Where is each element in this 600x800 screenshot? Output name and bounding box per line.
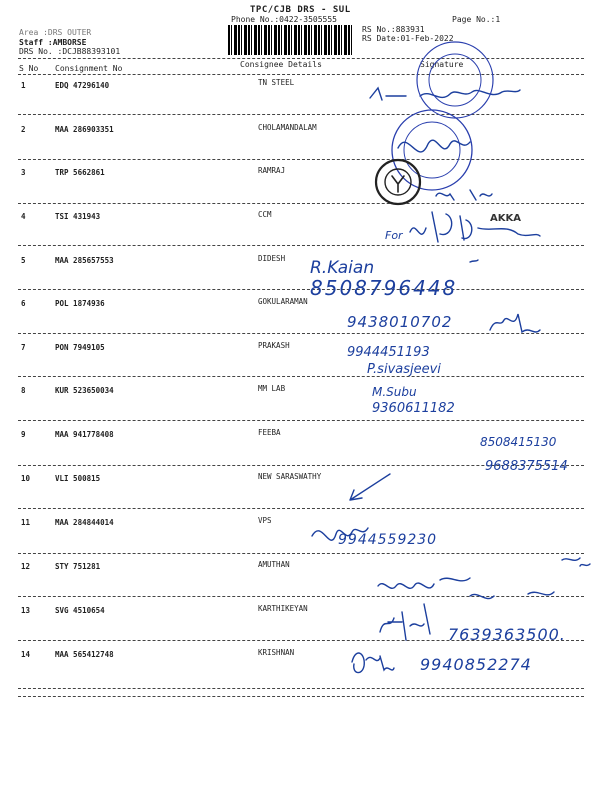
stamp-top-right	[417, 42, 493, 118]
row-consignment: EDQ 47296140	[55, 81, 110, 90]
handwriting-row14-phone: 9940852274	[420, 655, 532, 674]
row-consignment: SVG 4510654	[55, 606, 105, 615]
handwriting-row10-phone: 9688375514	[485, 459, 568, 474]
phone-number: Phone No.:0422-3505555	[231, 15, 337, 24]
row-consignment: POL 1874936	[55, 299, 105, 308]
handwriting-row6-phone: 9438010702	[347, 313, 453, 331]
rs-number: RS No.:883931	[362, 25, 425, 34]
handwriting-row13-phone: 7639363500.	[448, 625, 566, 644]
signature-row-1	[370, 88, 520, 100]
stamp-row-3	[376, 160, 420, 204]
row-consignee: RAMRAJ	[258, 166, 286, 175]
row-sno: 2	[21, 125, 26, 134]
row-consignee: CCM	[258, 210, 272, 219]
row-sno: 10	[21, 474, 31, 483]
row-consignment: TSI 431943	[55, 212, 101, 221]
row-sno: 12	[21, 562, 31, 571]
row-consignment: MAA 284844014	[55, 518, 114, 527]
row-consignment: MAA 565412748	[55, 650, 114, 659]
row-consignee: VPS	[258, 516, 272, 525]
row-consignee: CHOLAMANDALAM	[258, 123, 317, 132]
row-consignment: TRP 5662861	[55, 168, 105, 177]
row-sno: 7	[21, 343, 26, 352]
handwriting-row7-name: P.sivasjeevi	[367, 362, 441, 377]
handwriting-for: For	[385, 229, 403, 242]
staff-label: Staff :AMBORSE	[19, 38, 87, 47]
document-title: TPC/CJB DRS - SUL	[250, 5, 351, 15]
signature-row-13	[380, 604, 430, 640]
arrow-row-10	[350, 474, 390, 500]
column-consignee: Consignee Details	[240, 60, 322, 69]
row-consignee: KRISHNAN	[258, 648, 295, 657]
row-consignment: MAA 941778408	[55, 430, 114, 439]
row-sno: 9	[21, 430, 26, 439]
signature-row-6	[490, 314, 540, 332]
row-sno: 4	[21, 212, 26, 221]
row-sno: 11	[21, 518, 31, 527]
row-sno: 6	[21, 299, 26, 308]
row-consignment: KUR 523650034	[55, 386, 114, 395]
row-consignee: PRAKASH	[258, 341, 290, 350]
signature-row-14	[352, 653, 394, 673]
rs-date: RS Date:01-Feb-2022	[362, 34, 454, 43]
handwriting-row8-name: M.Subu	[372, 385, 417, 399]
column-sno: S No	[19, 64, 39, 73]
row-sno: 13	[21, 606, 31, 615]
row-consignee: AMUTHAN	[258, 560, 290, 569]
row-consignee: KARTHIKEYAN	[258, 604, 308, 613]
row-sno: 14	[21, 650, 31, 659]
handwriting-row11-phone: 9944559230	[338, 532, 438, 548]
handwriting-row7-phone: 9944451193	[347, 345, 430, 360]
page-number: Page No.:1	[452, 15, 501, 24]
row-consignee: TN STEEL	[258, 78, 295, 87]
row-sno: 1	[21, 81, 26, 90]
column-signature: Signature	[420, 60, 464, 69]
row-consignee: NEW SARASWATHY	[258, 472, 322, 481]
column-consignment: Consignment No	[55, 64, 123, 73]
row-consignee: MM LAB	[258, 384, 286, 393]
area-label: Area :DRS OUTER	[19, 28, 92, 37]
drs-number: DRS No. :DCJB88393101	[19, 47, 121, 56]
row-consignment: VLI 500815	[55, 474, 101, 483]
row-sno: 8	[21, 386, 26, 395]
row-consignment: MAA 285657553	[55, 256, 114, 265]
footer-divider	[18, 696, 584, 697]
signature-row-12	[378, 558, 590, 599]
row-sno: 5	[21, 256, 26, 265]
handwriting-row5-name: R.Kaian	[310, 258, 375, 278]
row-consignment: MAA 286903351	[55, 125, 114, 134]
row-consignee: GOKULARAMAN	[258, 297, 308, 306]
handwriting-row8-phone: 9360611182	[372, 401, 455, 416]
signature-row-3	[436, 190, 492, 200]
row-consignment: PON 7949105	[55, 343, 105, 352]
handwriting-row9-phone: 8508415130	[480, 435, 557, 449]
handwriting-akka: AKKA	[490, 213, 521, 224]
row-consignee: FEEBA	[258, 428, 281, 437]
row-consignment: STY 751281	[55, 562, 101, 571]
row-consignee: DIDESH	[258, 254, 286, 263]
row-sno: 3	[21, 168, 26, 177]
handwriting-row5-phone: 8508796448	[310, 276, 458, 300]
